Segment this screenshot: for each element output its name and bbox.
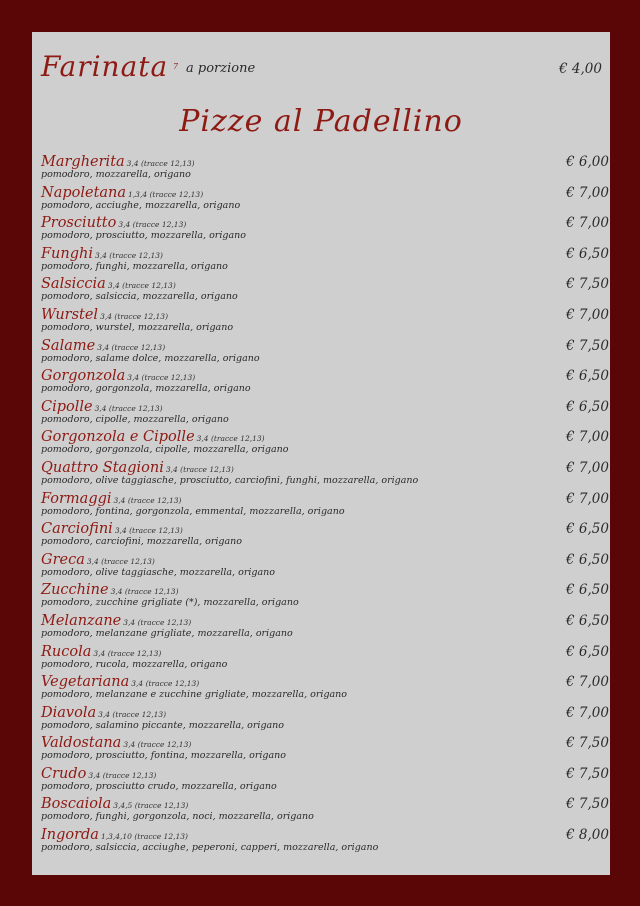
pizza-price: € 6,50 xyxy=(566,368,609,385)
pizza-allergens: 3,4 (tracce 12,13) xyxy=(98,709,167,719)
pizza-name: Salame xyxy=(41,337,96,354)
menu-item xyxy=(41,366,609,397)
pizza-price: € 7,00 xyxy=(566,429,609,446)
pizza-name: Boscaiola xyxy=(41,796,112,813)
pizza-allergens: 3,4 (tracce 12,13) xyxy=(131,679,200,689)
menu-page xyxy=(32,32,610,875)
menu-item xyxy=(41,825,609,856)
farinata-description: a porzione xyxy=(186,61,256,76)
menu-item xyxy=(41,244,609,275)
pizza-ingredients: pomodoro, prosciutto, mozzarella, origano xyxy=(41,230,246,242)
pizza-allergens: 3,4 (tracce 12,13) xyxy=(123,617,192,627)
pizza-allergens: 3,4 (tracce 12,13) xyxy=(93,648,162,658)
pizza-name: Wurstel xyxy=(41,306,99,323)
pizza-allergens: 3,4 (tracce 12,13) xyxy=(86,556,155,566)
pizza-allergens: 1,3,4 (tracce 12,13) xyxy=(128,189,204,199)
pizza-name: Ingorda xyxy=(41,827,99,844)
pizza-name: Vegetariana xyxy=(41,674,130,691)
pizza-ingredients: pomodoro, mozzarella, origano xyxy=(41,169,191,180)
pizza-price: € 6,50 xyxy=(566,612,609,629)
pizza-allergens: 3,4 (tracce 12,13) xyxy=(94,403,163,413)
pizza-ingredients: pomodoro, salame dolce, mozzarella, origano xyxy=(41,352,260,364)
pizza-allergens: 3,4 (tracce 12,13) xyxy=(196,434,265,444)
menu-item xyxy=(41,183,609,214)
pizza-name: Napoletana xyxy=(41,184,127,201)
pizza-allergens: 3,4 (tracce 12,13) xyxy=(123,740,192,750)
pizza-name: Rucola xyxy=(41,643,92,660)
menu-item xyxy=(41,152,609,183)
pizza-ingredients: pomodoro, salsiccia, acciughe, peperoni, capperi, mozzarella, origano xyxy=(41,842,379,854)
pizza-ingredients: pomodoro, fontina, gorgonzola, emmental, mozzarella, origano xyxy=(41,505,345,517)
pizza-ingredients: pomodoro, funghi, gorgonzola, noci, mozzarella, origano xyxy=(41,811,314,823)
menu-item xyxy=(41,519,609,550)
pizza-ingredients: pomodoro, acciughe, mozzarella, origano xyxy=(41,199,241,211)
pizza-price: € 6,50 xyxy=(566,245,609,262)
pizza-price: € 7,00 xyxy=(566,704,609,721)
pizza-price: € 6,50 xyxy=(566,398,609,415)
pizza-name: Margherita xyxy=(41,154,125,170)
pizza-allergens: 3,4 (tracce 12,13) xyxy=(110,587,179,597)
pizza-price: € 7,50 xyxy=(566,796,609,813)
pizza-ingredients: pomodoro, rucola, mozzarella, origano xyxy=(41,658,228,670)
pizza-price: € 7,00 xyxy=(566,215,609,232)
pizza-allergens: 3,4 (tracce 12,13) xyxy=(127,373,196,383)
pizza-ingredients: pomodoro, salsiccia, mozzarella, origano xyxy=(41,291,238,303)
pizza-allergens: 1,3,4,10 (tracce 12,13) xyxy=(100,832,188,842)
pizza-name: Greca xyxy=(41,551,85,568)
pizza-name: Valdostana xyxy=(41,735,122,752)
farinata-price: € 4,00 xyxy=(559,61,602,77)
pizza-ingredients: pomodoro, prosciutto crudo, mozzarella, origano xyxy=(41,780,277,792)
pizza-ingredients: pomodoro, melanzane grigliate, mozzarella, origano xyxy=(41,627,293,639)
pizza-name: Funghi xyxy=(41,245,93,262)
menu-item xyxy=(41,794,609,825)
pizza-ingredients: pomodoro, carciofini, mozzarella, origano xyxy=(41,536,242,548)
pizza-ingredients: pomodoro, melanzane e zucchine grigliate, mozzarella, origano xyxy=(41,689,348,701)
pizza-price: € 6,50 xyxy=(566,643,609,660)
menu-item xyxy=(41,458,609,489)
pizza-price: € 7,00 xyxy=(566,306,609,323)
pizza-name: Gorgonzola xyxy=(41,368,126,385)
pizza-name: Zucchine xyxy=(41,582,109,599)
menu-item xyxy=(41,397,609,428)
pizza-name: Melanzane xyxy=(41,612,122,629)
pizza-ingredients: pomodoro, wurstel, mozzarella, origano xyxy=(41,321,234,333)
menu-item xyxy=(41,733,609,764)
farinata-row xyxy=(41,50,601,84)
pizza-allergens: 3,4 (tracce 12,13) xyxy=(88,770,157,780)
pizza-allergens: 3,4 (tracce 12,13) xyxy=(114,526,183,536)
menu-item xyxy=(41,336,609,367)
pizza-name: Salsiccia xyxy=(41,276,106,293)
pizza-name: Gorgonzola e Cipolle xyxy=(41,429,195,446)
pizza-ingredients: pomodoro, zucchine grigliate (*), mozzarella, origano xyxy=(41,597,299,609)
pizza-allergens: 3,4 (tracce 12,13) xyxy=(97,342,166,352)
pizza-allergens: 3,4 (tracce 12,13) xyxy=(100,311,169,321)
pizza-price: € 6,50 xyxy=(566,582,609,599)
pizza-price: € 7,50 xyxy=(566,765,609,782)
pizza-price: € 7,50 xyxy=(566,337,609,354)
section-title: Pizze al Padellino xyxy=(179,104,463,139)
pizza-list xyxy=(41,152,609,856)
pizza-allergens: 3,4 (tracce 12,13) xyxy=(113,495,182,505)
pizza-price: € 7,00 xyxy=(566,490,609,507)
menu-item xyxy=(41,489,609,520)
menu-item xyxy=(41,274,609,305)
pizza-ingredients: pomodoro, olive taggiasche, prosciutto, carciofini, funghi, mozzarella, origano xyxy=(41,474,419,486)
menu-item xyxy=(41,642,609,673)
pizza-price: € 8,00 xyxy=(566,827,609,844)
menu-item xyxy=(41,427,609,458)
menu-item xyxy=(41,580,609,611)
pizza-ingredients: pomodoro, cipolle, mozzarella, origano xyxy=(41,413,229,425)
pizza-allergens: 3,4 (tracce 12,13) xyxy=(126,159,195,168)
pizza-ingredients: pomodoro, gorgonzola, mozzarella, origano xyxy=(41,383,251,395)
pizza-name: Crudo xyxy=(41,765,87,782)
pizza-ingredients: pomodoro, funghi, mozzarella, origano xyxy=(41,260,228,272)
pizza-name: Cipolle xyxy=(41,398,93,415)
farinata-title: Farinata xyxy=(41,50,169,83)
pizza-price: € 7,00 xyxy=(566,184,609,201)
pizza-allergens: 3,4,5 (tracce 12,13) xyxy=(113,801,189,811)
pizza-price: € 7,50 xyxy=(566,276,609,293)
pizza-ingredients: pomodoro, olive taggiasche, mozzarella, origano xyxy=(41,566,275,578)
menu-item xyxy=(41,672,609,703)
pizza-price: € 6,50 xyxy=(566,551,609,568)
pizza-allergens: 3,4 (tracce 12,13) xyxy=(107,281,176,291)
pizza-name: Formaggi xyxy=(41,490,112,507)
menu-item xyxy=(41,611,609,642)
menu-item xyxy=(41,213,609,244)
pizza-ingredients: pomodoro, salamino piccante, mozzarella, origano xyxy=(41,719,285,731)
pizza-price: € 7,50 xyxy=(566,735,609,752)
menu-item xyxy=(41,305,609,336)
pizza-name: Carciofini xyxy=(41,521,113,538)
menu-item xyxy=(41,764,609,795)
menu-item xyxy=(41,550,609,581)
pizza-price: € 7,00 xyxy=(566,459,609,476)
pizza-name: Quattro Stagioni xyxy=(41,459,164,476)
pizza-price: € 6,50 xyxy=(566,521,609,538)
pizza-name: Prosciutto xyxy=(41,215,117,232)
pizza-ingredients: pomodoro, gorgonzola, cipolle, mozzarella, origano xyxy=(41,444,289,456)
pizza-allergens: 3,4 (tracce 12,13) xyxy=(95,250,163,260)
pizza-price: € 6,00 xyxy=(566,154,609,170)
pizza-price: € 7,00 xyxy=(566,674,609,691)
pizza-name: Diavola xyxy=(41,704,97,721)
pizza-allergens: 3,4 (tracce 12,13) xyxy=(165,464,234,474)
farinata-allergen: 7 xyxy=(173,62,179,71)
pizza-allergens: 3,4 (tracce 12,13) xyxy=(118,220,187,230)
pizza-ingredients: pomodoro, prosciutto, fontina, mozzarella, origano xyxy=(41,750,286,762)
menu-item xyxy=(41,703,609,734)
